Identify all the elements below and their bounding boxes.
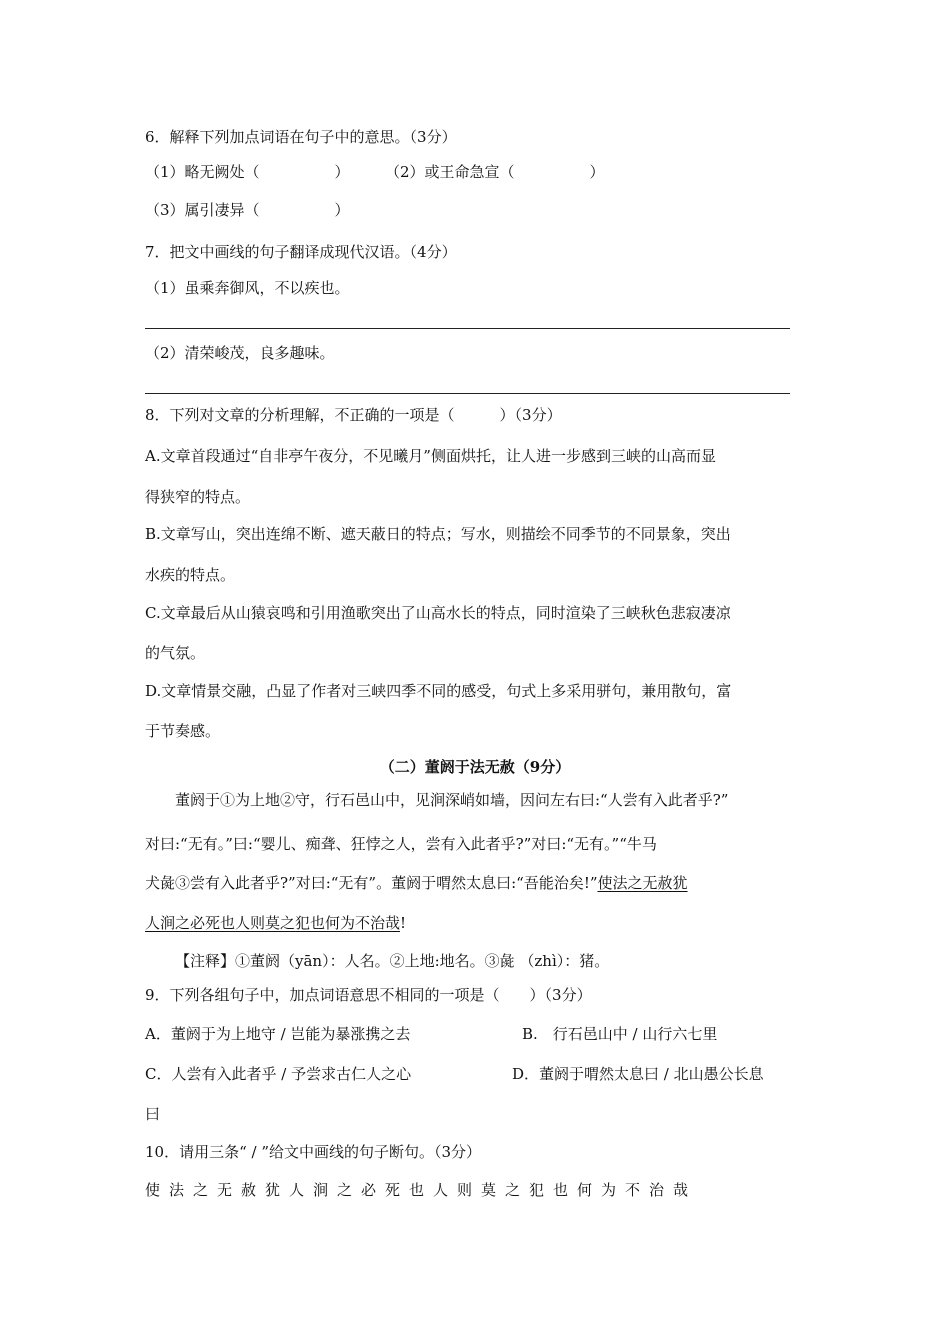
q8-option-a-line-1: A.文章首段通过“自非亭午夜分，不见曦月”侧面烘托，让人进一步感到三峡的山高而显: [145, 447, 716, 465]
passage-line-4: [145, 913, 406, 933]
passage-line-3-text: 犬彘③尝有入此者乎?”对曰:“无有”。董阏于喟然太息曰:“吾能治矣!”: [145, 874, 598, 892]
q9-option-c: C．人尝有入此者乎 / 予尝求古仁人之心: [145, 1065, 412, 1083]
q6-item-3: （3）属引凄异（ ）: [145, 201, 350, 219]
q10-sentence: 使法之无赦犹人涧之必死也人则莫之犯也何为不治哉: [145, 1181, 698, 1199]
underlined-sentence-part-2: 人涧之必死也人则莫之犯也何为不治哉: [145, 914, 401, 932]
q7-sentence-1: （1）虽乘奔御风，不以疾也。: [145, 279, 350, 297]
passage-title: （二）董阏于法无赦（9分）: [379, 758, 571, 776]
q6-item-1: （1）略无阙处（ ）: [145, 163, 350, 181]
answer-line-1[interactable]: [145, 328, 790, 329]
passage-line-2: 对曰:“无有。”曰:“婴儿、痴聋、狂悖之人，尝有入此者乎?”对曰:“无有。”“牛马: [145, 835, 657, 853]
q8-option-d-line-1: D.文章情景交融，凸显了作者对三峡四季不同的感受，句式上多采用骈句，兼用散句，富: [145, 682, 732, 700]
passage-line-1: 董阏于①为上地②守，行石邑山中，见涧深峭如墙，因问左右曰:“人尝有入此者乎?”: [175, 791, 729, 809]
answer-line-2[interactable]: [145, 393, 790, 394]
q9-option-a: A．董阏于为上地守 / 岂能为暴涨携之去: [145, 1025, 411, 1043]
q9-option-b: B. 行石邑山中 / 山行六七里: [522, 1025, 718, 1043]
q7-stem: 7．把文中画线的句子翻译成现代汉语。（4分）: [145, 243, 457, 261]
q8-option-b-line-1: B.文章写山，突出连绵不断、遮天蔽日的特点；写水，则描绘不同季节的不同景象，突出: [145, 525, 731, 543]
q6-item-2: （2）或王命急宣（ ）: [385, 163, 605, 181]
q7-sentence-2: （2）清荣峻茂，良多趣味。: [145, 344, 335, 362]
q9-option-d: D．董阏于喟然太息曰 / 北山愚公长息: [512, 1065, 764, 1083]
q8-option-d-line-2: 于节奏感。: [145, 722, 221, 740]
q8-option-a-line-2: 得狭窄的特点。: [145, 488, 251, 506]
passage-line-3: [145, 873, 688, 893]
q8-stem: 8．下列对文章的分析理解，不正确的一项是（ ）（3分）: [145, 406, 562, 424]
q6-stem: 6．解释下列加点词语在句子中的意思。（3分）: [145, 128, 457, 146]
q8-option-b-line-2: 水疾的特点。: [145, 566, 236, 584]
passage-note: 【注释】①董阏（yān）：人名。②上地:地名。③彘 （zhì）：猪。: [175, 952, 610, 970]
q10-stem: 10．请用三条“ / ”给文中画线的句子断句。（3分）: [145, 1143, 482, 1161]
q8-option-c-line-2: 的气氛。: [145, 644, 206, 662]
q9-stem: 9．下列各组句子中，加点词语意思不相同的一项是（ ）（3分）: [145, 986, 592, 1004]
q9-option-d-wrap: 曰: [145, 1105, 161, 1123]
passage-line-4-end: !: [400, 914, 407, 932]
q8-option-c-line-1: C.文章最后从山猿哀鸣和引用渔歌突出了山高水长的特点，同时渲染了三峡秋色悲寂凄凉: [145, 604, 731, 622]
underlined-sentence-part-1: 使法之无赦犹: [597, 874, 688, 892]
